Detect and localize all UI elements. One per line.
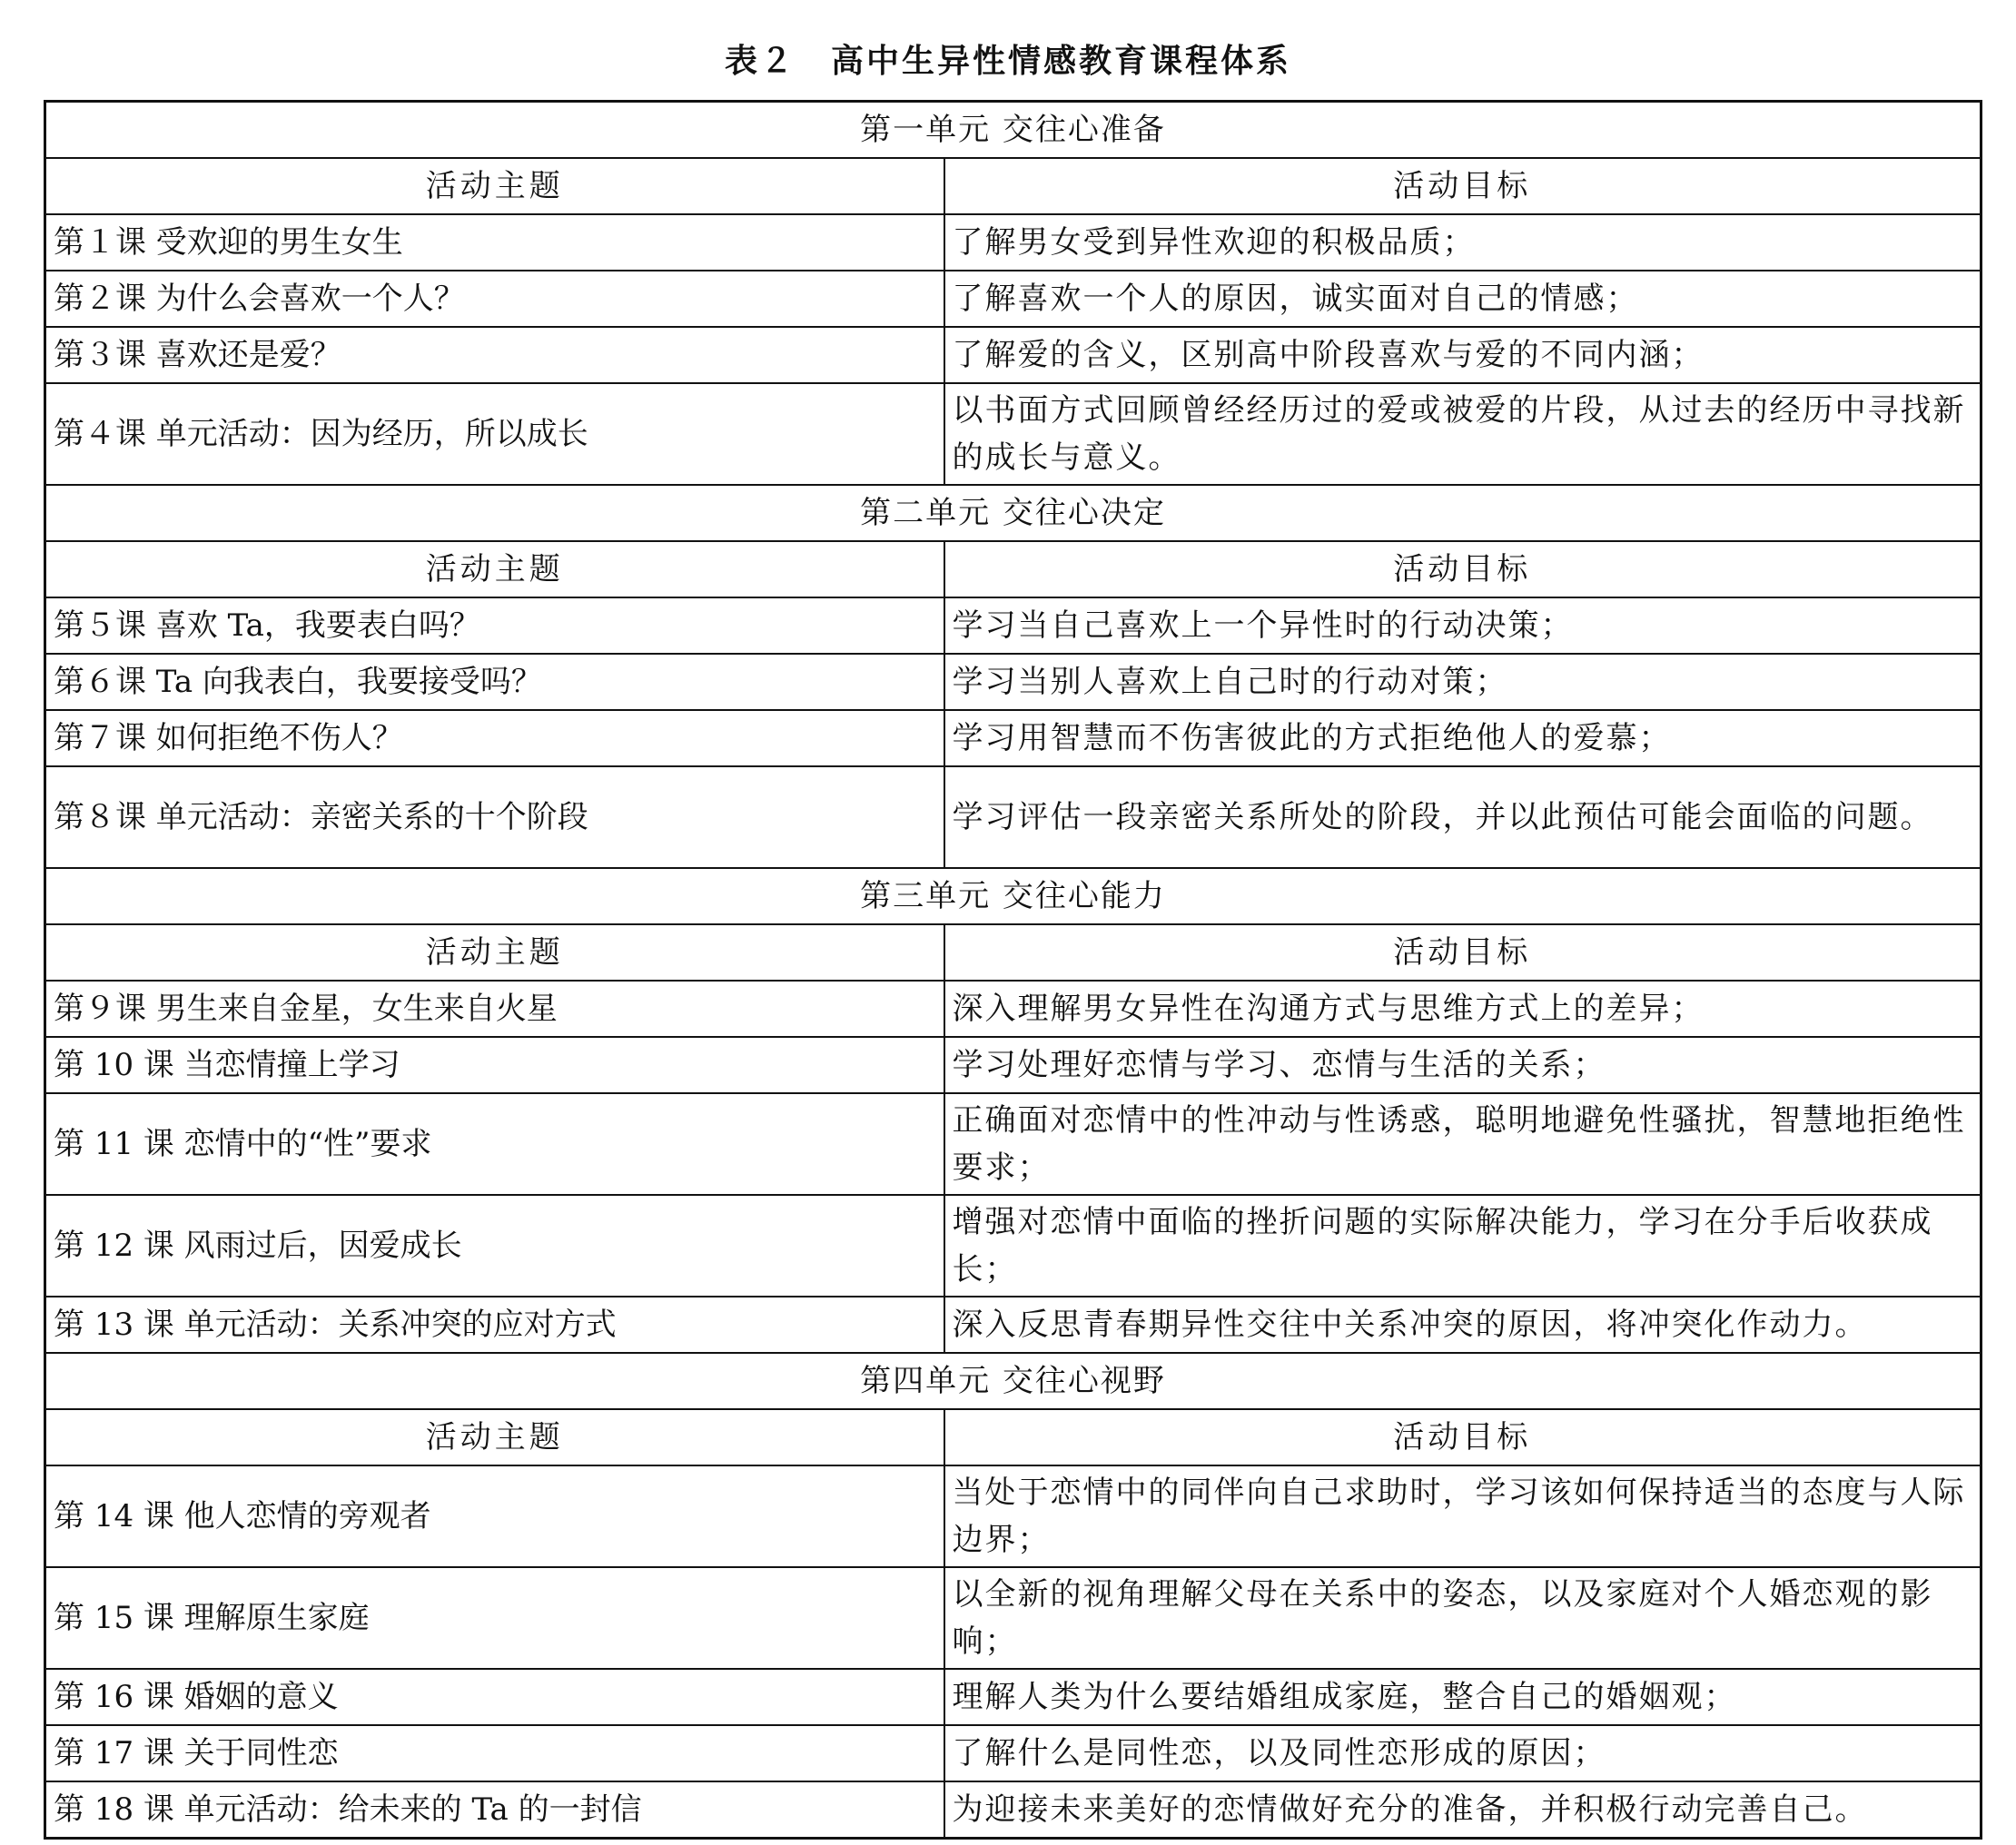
lesson-goal: 了解爱的含义，区别高中阶段喜欢与爱的不同内涵；: [944, 327, 1981, 383]
unit-title: 第四单元 交往心视野: [45, 1353, 1981, 1409]
column-header-row: [45, 158, 1981, 214]
col-header-goal: 活动目标: [944, 1409, 1981, 1465]
table-row: [45, 327, 1981, 383]
table-row: [45, 1567, 1981, 1669]
lesson-topic: 第８课 单元活动：亲密关系的十个阶段: [45, 766, 944, 868]
col-header-topic: 活动主题: [45, 1409, 944, 1465]
lesson-goal: 了解男女受到异性欢迎的积极品质；: [944, 214, 1981, 271]
unit-title: 第三单元 交往心能力: [45, 868, 1981, 924]
table-row: [45, 1297, 1981, 1353]
table-row: [45, 981, 1981, 1037]
column-header-row: [45, 1409, 1981, 1465]
lesson-goal: 了解什么是同性恋，以及同性恋形成的原因；: [944, 1725, 1981, 1781]
curriculum-table: [44, 100, 1982, 1840]
lesson-topic: 第３课 喜欢还是爱？: [45, 327, 944, 383]
col-header-topic: 活动主题: [45, 924, 944, 981]
unit-title: 第二单元 交往心决定: [45, 485, 1981, 541]
lesson-goal: 理解人类为什么要结婚组成家庭，整合自己的婚姻观；: [944, 1669, 1981, 1725]
table-row: [45, 1465, 1981, 1567]
lesson-goal: 当处于恋情中的同伴向自己求助时，学习该如何保持适当的态度与人际边界；: [944, 1465, 1981, 1567]
lesson-goal: 学习用智慧而不伤害彼此的方式拒绝他人的爱慕；: [944, 710, 1981, 766]
table-row: [45, 597, 1981, 654]
lesson-goal: 深入理解男女异性在沟通方式与思维方式上的差异；: [944, 981, 1981, 1037]
lesson-topic: 第５课 喜欢 Ta，我要表白吗？: [45, 597, 944, 654]
lesson-topic: 第 16 课 婚姻的意义: [45, 1669, 944, 1725]
unit-row: [45, 1353, 1981, 1409]
lesson-topic: 第 12 课 风雨过后，因爱成长: [45, 1195, 944, 1297]
column-header-row: [45, 541, 1981, 597]
lesson-goal: 以书面方式回顾曾经经历过的爱或被爱的片段，从过去的经历中寻找新的成长与意义。: [944, 383, 1981, 485]
col-header-topic: 活动主题: [45, 541, 944, 597]
table-caption: 表２ 高中生异性情感教育课程体系: [724, 43, 1291, 80]
lesson-topic: 第 15 课 理解原生家庭: [45, 1567, 944, 1669]
table-row: [45, 1781, 1981, 1839]
lesson-goal: 以全新的视角理解父母在关系中的姿态，以及家庭对个人婚恋观的影响；: [944, 1567, 1981, 1669]
lesson-topic: 第６课 Ta 向我表白，我要接受吗？: [45, 654, 944, 710]
lesson-goal: 增强对恋情中面临的挫折问题的实际解决能力，学习在分手后收获成长；: [944, 1195, 1981, 1297]
lesson-topic: 第 17 课 关于同性恋: [45, 1725, 944, 1781]
unit-row: [45, 102, 1981, 159]
table-row: [45, 383, 1981, 485]
lesson-topic: 第 10 课 当恋情撞上学习: [45, 1037, 944, 1093]
table-row: [45, 214, 1981, 271]
lesson-topic: 第 11 课 恋情中的“性”要求: [45, 1093, 944, 1195]
lesson-topic: 第１课 受欢迎的男生女生: [45, 214, 944, 271]
lesson-topic: 第 13 课 单元活动：关系冲突的应对方式: [45, 1297, 944, 1353]
unit-title: 第一单元 交往心准备: [45, 102, 1981, 159]
col-header-topic: 活动主题: [45, 158, 944, 214]
lesson-topic: 第７课 如何拒绝不伤人？: [45, 710, 944, 766]
lesson-goal: 深入反思青春期异性交往中关系冲突的原因，将冲突化作动力。: [944, 1297, 1981, 1353]
lesson-goal: 正确面对恋情中的性冲动与性诱惑，聪明地避免性骚扰，智慧地拒绝性要求；: [944, 1093, 1981, 1195]
table-row: [45, 1725, 1981, 1781]
unit-row: [45, 485, 1981, 541]
lesson-goal: 学习评估一段亲密关系所处的阶段，并以此预估可能会面临的问题。: [944, 766, 1981, 868]
lesson-goal: 了解喜欢一个人的原因，诚实面对自己的情感；: [944, 271, 1981, 327]
table-row: [45, 766, 1981, 868]
lesson-goal: 为迎接未来美好的恋情做好充分的准备，并积极行动完善自己。: [944, 1781, 1981, 1839]
unit-row: [45, 868, 1981, 924]
column-header-row: [45, 924, 1981, 981]
col-header-goal: 活动目标: [944, 924, 1981, 981]
table-row: [45, 271, 1981, 327]
lesson-goal: 学习处理好恋情与学习、恋情与生活的关系；: [944, 1037, 1981, 1093]
col-header-goal: 活动目标: [944, 541, 1981, 597]
lesson-goal: 学习当别人喜欢上自己时的行动对策；: [944, 654, 1981, 710]
lesson-topic: 第９课 男生来自金星，女生来自火星: [45, 981, 944, 1037]
lesson-goal: 学习当自己喜欢上一个异性时的行动决策；: [944, 597, 1981, 654]
table-row: [45, 710, 1981, 766]
lesson-topic: 第 14 课 他人恋情的旁观者: [45, 1465, 944, 1567]
table-row: [45, 1037, 1981, 1093]
lesson-topic: 第４课 单元活动：因为经历，所以成长: [45, 383, 944, 485]
lesson-topic: 第２课 为什么会喜欢一个人？: [45, 271, 944, 327]
col-header-goal: 活动目标: [944, 158, 1981, 214]
table-row: [45, 1195, 1981, 1297]
table-row: [45, 1093, 1981, 1195]
table-row: [45, 654, 1981, 710]
table-row: [45, 1669, 1981, 1725]
lesson-topic: 第 18 课 单元活动：给未来的 Ta 的一封信: [45, 1781, 944, 1839]
